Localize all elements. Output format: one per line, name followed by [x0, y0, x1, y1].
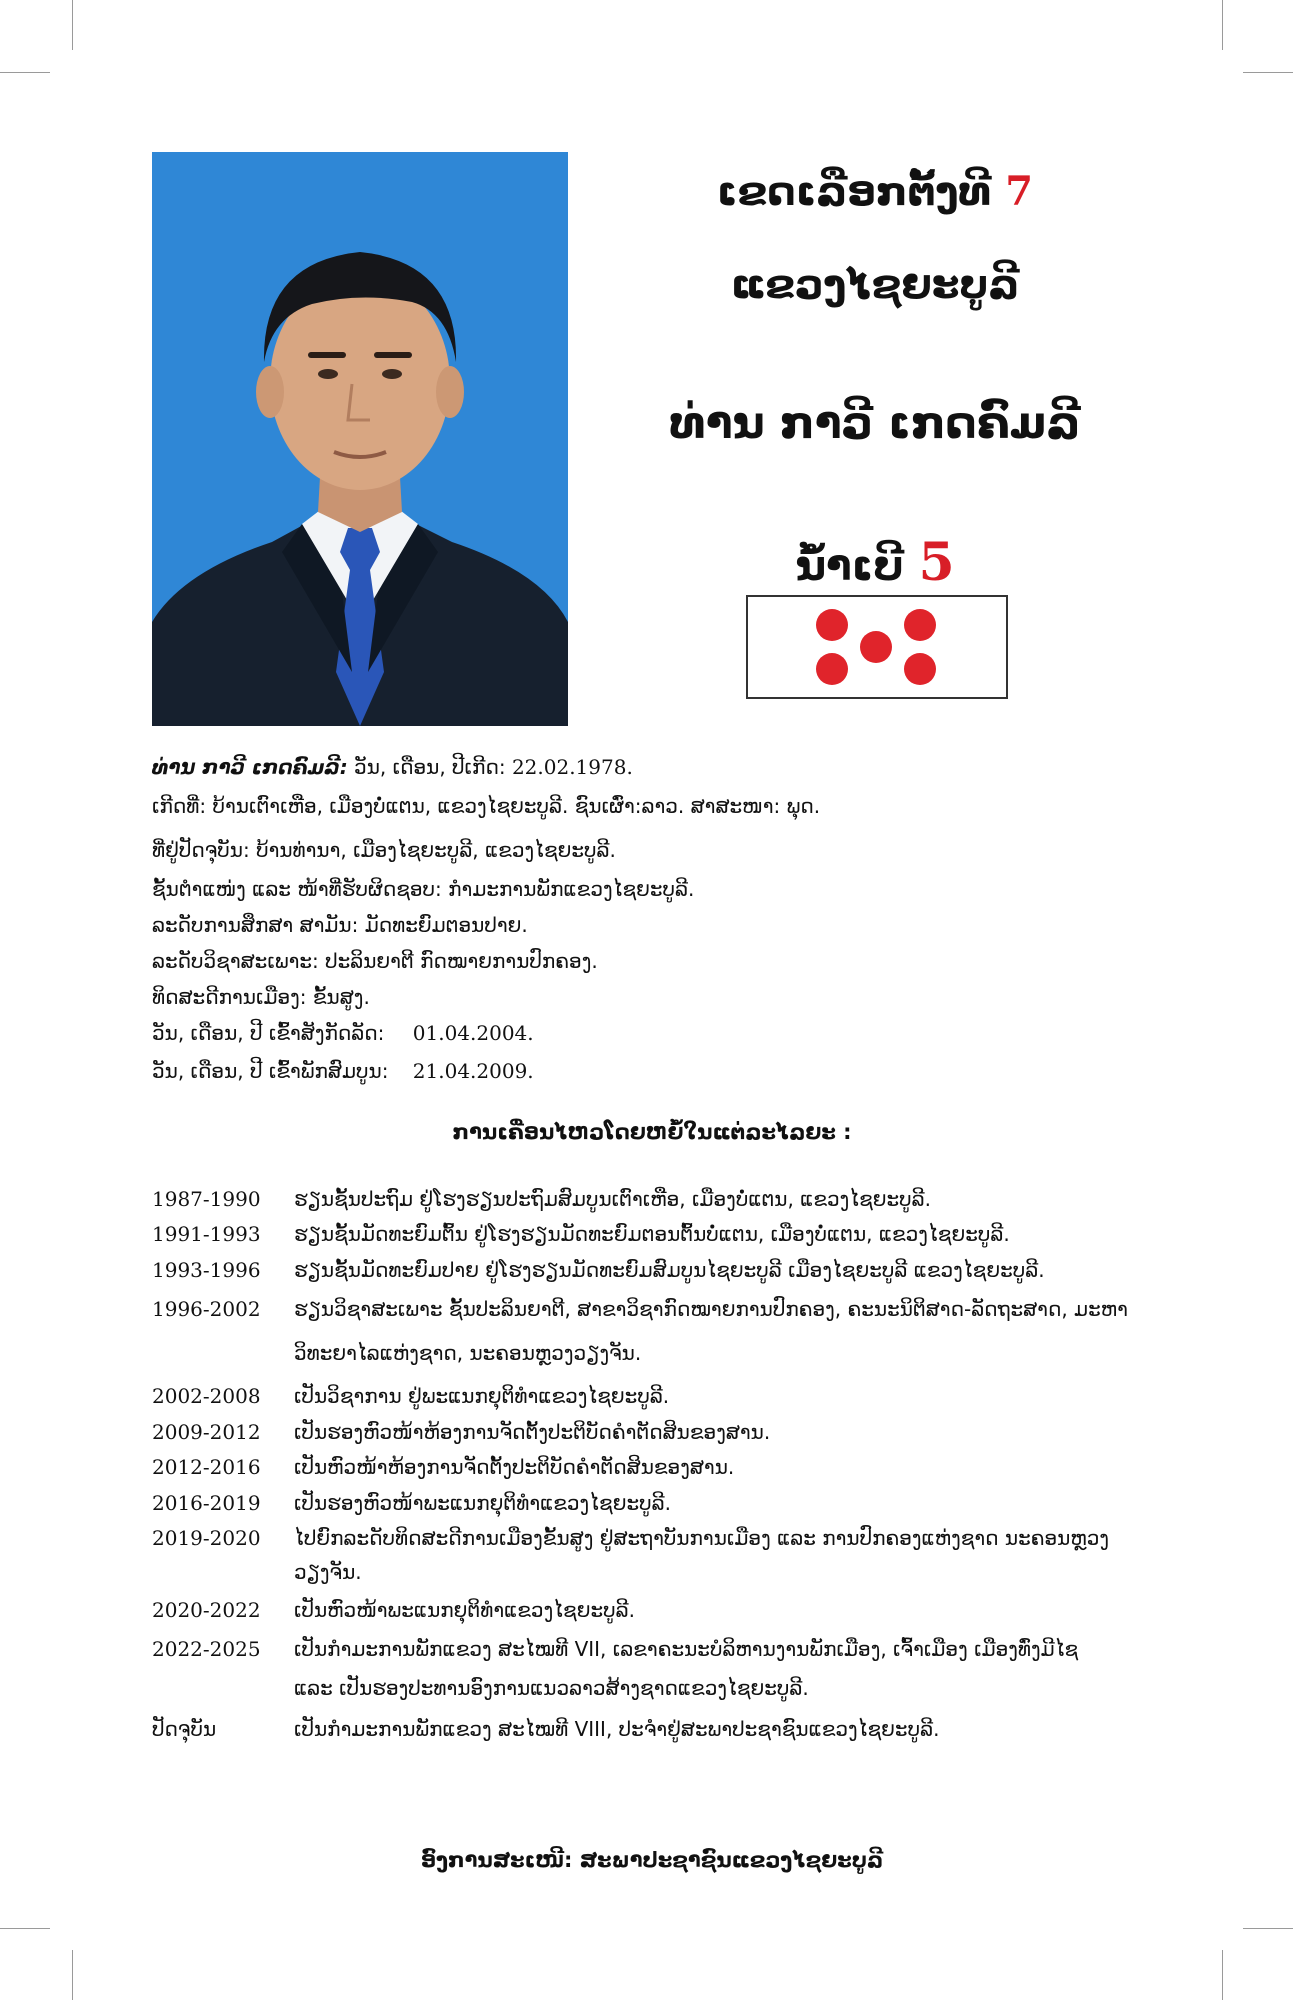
career-text: ຮຽນວິຊາສະເພາະ ຊັ້ນປະລິນຍາຕີ, ສາຂາວິຊາກົດໝາຍການປົກຄອງ, ຄະນະນິຕິສາດ-ລັດຖະສາດ, ມະຫາ [294, 1297, 1128, 1321]
career-text: ເປັນກຳມະການພັກແຂວງ ສະໄໝທີ VIII, ປະຈຳຢູ່ສະພາປະຊາຊົນແຂວງໄຊຍະບູລີ. [294, 1717, 940, 1741]
birthplace-label: ເກີດທີ່: [152, 794, 207, 818]
bio-residence: ທີ່ຢູ່ປັດຈຸບັນ: ບ້ານທ່ານາ, ເມືອງໄຊຍະບູລີ, ແຂວງໄຊຍະບູລີ. [152, 838, 616, 862]
career-years: ປັດຈຸບັນ [152, 1717, 217, 1741]
bio-political-theory: ທິດສະດີການເມືອງ: ຂັ້ນສູງ. [152, 985, 370, 1009]
ballot-number-value: 5 [918, 532, 955, 593]
birthplace-value: ບ້ານເຕົາເຫືອ, ເມືອງບໍ່ແຕນ, ແຂວງໄຊຍະບູລີ. ຊົນເຜົ່າ:ລາວ. ສາສະໜາ: ພຸດ. [206, 794, 821, 818]
electoral-district [640, 168, 1110, 215]
district-label: ເຂດເລືອກຕັ້ງທີ [716, 169, 992, 215]
bio-name-label: ທ່ານ ກາວີ ເກດຄົມລີ: [152, 755, 348, 779]
career-text: ເປັນວິຊາການ ຢູ່ພະແນກຍຸຕິທຳແຂວງໄຊຍະບູລີ. [294, 1384, 670, 1408]
candidate-portrait [152, 152, 568, 726]
crop-mark [72, 0, 73, 50]
ballot-number [640, 532, 1110, 593]
career-years: 1996-2002 [152, 1297, 261, 1321]
career-years: 1987-1990 [152, 1187, 261, 1211]
bio-specialized-education: ລະດັບວິຊາສະເພາະ: ປະລິນຍາຕີ ກົດໝາຍການປົກຄອງ. [152, 949, 598, 973]
party-label: ວັນ, ເດືອນ, ປີ ເຂົ້າພັກສົມບູນ: [152, 1059, 389, 1083]
ballot-dice-symbol [746, 595, 1008, 699]
career-years: 2019-2020 [152, 1526, 261, 1550]
career-years: 2020-2022 [152, 1598, 261, 1622]
bio-general-education: ລະດັບການສຶກສາ ສາມັນ: ມັດທະຍົມຕອນປາຍ. [152, 913, 528, 937]
crop-mark [1243, 1928, 1293, 1929]
nominating-organization: ອົງການສະເໜີ: ສະພາປະຊາຊົນແຂວງໄຊຍະບູລີ [420, 1848, 884, 1872]
career-text: ເປັນຮອງຫົວໜ້າພະແນກຍຸຕິທຳແຂວງໄຊຍະບູລີ. [294, 1491, 671, 1515]
dob-label: ວັນ, ເດືອນ, ປີເກີດ: [347, 755, 506, 779]
bio-position: ຊັ້ນຕຳແໜ່ງ ແລະ ໜ້າທີ່ຮັບຜິດຊອບ: ກຳມະການພັກແຂວງໄຊຍະບູລີ. [152, 877, 695, 901]
dice-dot [816, 609, 848, 641]
career-years: 2002-2008 [152, 1384, 261, 1408]
state-service-label: ວັນ, ເດືອນ, ປີ ເຂົ້າສັງກັດລັດ: [152, 1021, 385, 1045]
career-text-continued: ວິທະຍາໄລແຫ່ງຊາດ, ນະຄອນຫຼວງວຽງຈັນ. [294, 1341, 642, 1365]
state-service-date: 01.04.2004. [412, 1021, 534, 1045]
crop-mark [0, 1928, 50, 1929]
crop-mark [1222, 1950, 1223, 2000]
bio-party-date [152, 1059, 1152, 1083]
candidate-name: ທ່ານ ກາວີ ເກດຄົມລີ [669, 398, 1081, 449]
career-text: ຮຽນຊັ້ນມັດທະຍົມປາຍ ຢູ່ໂຮງຮຽນມັດທະຍົມສົມບູນໄຊຍະບູລີ ເມືອງໄຊຍະບູລີ ແຂວງໄຊຍະບູລີ. [294, 1258, 1045, 1282]
province-title: ແຂວງໄຊຍະບູລີ [730, 262, 1020, 308]
career-section-title: ການເຄື່ອນໄຫວໂດຍຫຍໍ້ໃນແຕ່ລະໄລຍະ : [452, 1120, 852, 1144]
career-years: 2012-2016 [152, 1455, 261, 1479]
career-years: 1993-1996 [152, 1258, 261, 1282]
career-years: 1991-1993 [152, 1222, 261, 1246]
dice-dot [860, 631, 892, 663]
dob-value: 22.02.1978. [511, 755, 633, 779]
dice-dot [816, 653, 848, 685]
bio-state-service-date [152, 1021, 1152, 1045]
career-text: ເປັນຮອງຫົວໜ້າຫ້ອງການຈັດຕັ້ງປະຕິບັດຄຳຕັດສິນຂອງສານ. [294, 1420, 771, 1444]
dice-dot [904, 653, 936, 685]
career-text: ໄປຍົກລະດັບທິດສະດີການເມືອງຂັ້ນສູງ ຢູ່ສະຖາບັນການເມືອງ ແລະ ການປົກຄອງແຫ່ງຊາດ ນະຄອນຫຼວງ [294, 1526, 1110, 1550]
ballot-label: ນໍ້າເບີ [795, 541, 904, 590]
crop-mark [1222, 0, 1223, 50]
career-text: ຮຽນຊັ້ນປະຖົມ ຢູ່ໂຮງຮຽນປະຖົມສົມບູນເຕົາເຫືອ, ເມືອງບໍ່ແຕນ, ແຂວງໄຊຍະບູລີ. [294, 1187, 932, 1211]
crop-mark [72, 1950, 73, 2000]
crop-mark [0, 72, 50, 73]
career-years: 2016-2019 [152, 1491, 261, 1515]
crop-mark [1243, 72, 1293, 73]
dice-dot [904, 609, 936, 641]
career-text-continued: ແລະ ເປັນຮອງປະທານອົງການແນວລາວສ້າງຊາດແຂວງໄຊຍະບູລີ. [294, 1676, 809, 1700]
career-years: 2009-2012 [152, 1420, 261, 1444]
portrait-illustration [152, 152, 568, 726]
bio-birthplace [152, 794, 1152, 818]
district-number: 7 [1005, 168, 1034, 215]
career-text-continued: ວຽງຈັນ. [294, 1560, 362, 1584]
career-years: 2022-2025 [152, 1637, 261, 1661]
career-text: ຮຽນຊັ້ນມັດທະຍົມຕົ້ນ ຢູ່ໂຮງຮຽນມັດທະຍົມຕອນຕົ້ນບໍ່ແຕນ, ເມືອງບໍ່ແຕນ, ແຂວງໄຊຍະບູລີ. [294, 1222, 1010, 1246]
career-text: ເປັນກຳມະການພັກແຂວງ ສະໄໝທີ VII, ເລຂາຄະນະບໍລິຫານງານພັກເມືອງ, ເຈົ້າເມືອງ ເມືອງທົ່ງມີໄຊ [294, 1637, 1079, 1661]
career-text: ເປັນຫົວໜ້າພະແນກຍຸຕິທຳແຂວງໄຊຍະບູລີ. [294, 1598, 635, 1622]
party-date: 21.04.2009. [412, 1059, 534, 1083]
career-text: ເປັນຫົວໜ້າຫ້ອງການຈັດຕັ້ງປະຕິບັດຄຳຕັດສິນຂອງສານ. [294, 1455, 735, 1479]
bio-name-dob [152, 755, 1152, 779]
